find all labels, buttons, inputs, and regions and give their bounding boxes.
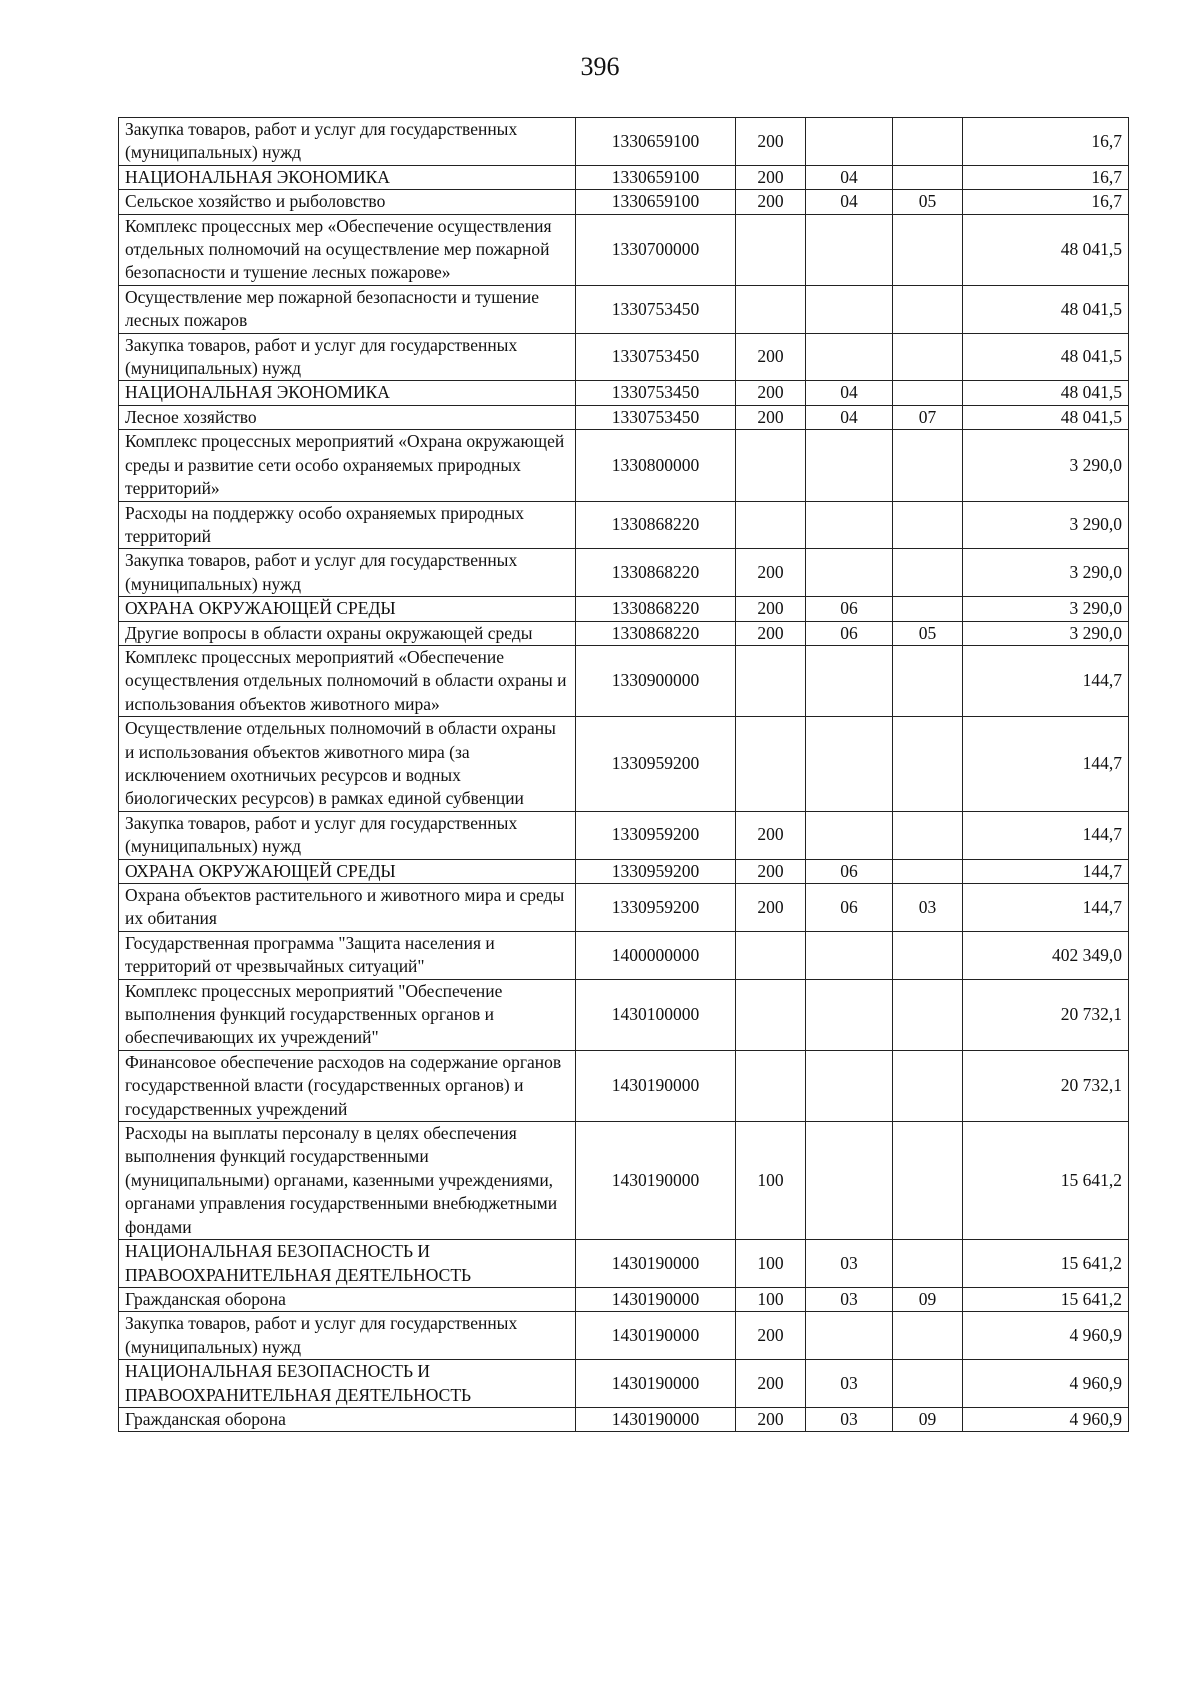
- amount-cell: 48 041,5: [963, 405, 1129, 429]
- target-code-cell: 1330959200: [576, 717, 736, 812]
- expense-type-cell: 200: [736, 597, 806, 621]
- subsection-cell: [893, 859, 963, 883]
- subsection-cell: [893, 811, 963, 859]
- section-cell: [806, 931, 893, 979]
- expense-type-cell: [736, 979, 806, 1050]
- row-name-cell: Гражданская оборона: [119, 1407, 576, 1431]
- subsection-cell: [893, 597, 963, 621]
- target-code-cell: 1400000000: [576, 931, 736, 979]
- target-code-cell: 1330868220: [576, 597, 736, 621]
- amount-cell: 48 041,5: [963, 214, 1129, 285]
- table-row: [119, 1240, 1129, 1288]
- expense-type-cell: 200: [736, 381, 806, 405]
- row-name-cell: Осуществление отдельных полномочий в области охраны и использования объектов животного мира (за исключением охотничьих ресурсов и водных биологических ресурсов) в рамках единой субвенции: [119, 717, 576, 812]
- amount-cell: 15 641,2: [963, 1287, 1129, 1311]
- table-row: [119, 165, 1129, 189]
- amount-cell: 144,7: [963, 717, 1129, 812]
- expense-type-cell: [736, 214, 806, 285]
- target-code-cell: 1330659100: [576, 165, 736, 189]
- subsection-cell: [893, 381, 963, 405]
- row-name-cell: Гражданская оборона: [119, 1287, 576, 1311]
- table-row: [119, 811, 1129, 859]
- amount-cell: 3 290,0: [963, 501, 1129, 549]
- expense-type-cell: [736, 931, 806, 979]
- section-cell: [806, 501, 893, 549]
- row-name-cell: НАЦИОНАЛЬНАЯ ЭКОНОМИКА: [119, 165, 576, 189]
- target-code-cell: 1330753450: [576, 381, 736, 405]
- row-name-cell: Осуществление мер пожарной безопасности и тушение лесных пожаров: [119, 285, 576, 333]
- table-row: [119, 597, 1129, 621]
- section-cell: 06: [806, 597, 893, 621]
- section-cell: 03: [806, 1240, 893, 1288]
- amount-cell: 48 041,5: [963, 333, 1129, 381]
- section-cell: 06: [806, 621, 893, 645]
- subsection-cell: [893, 165, 963, 189]
- target-code-cell: 1330753450: [576, 285, 736, 333]
- subsection-cell: [893, 1312, 963, 1360]
- amount-cell: 4 960,9: [963, 1407, 1129, 1431]
- table-row: [119, 214, 1129, 285]
- subsection-cell: [893, 1360, 963, 1408]
- section-cell: 06: [806, 859, 893, 883]
- row-name-cell: Закупка товаров, работ и услуг для государственных (муниципальных) нужд: [119, 549, 576, 597]
- expense-type-cell: 200: [736, 165, 806, 189]
- section-cell: 04: [806, 381, 893, 405]
- section-cell: [806, 1122, 893, 1240]
- row-name-cell: ОХРАНА ОКРУЖАЮЩЕЙ СРЕДЫ: [119, 597, 576, 621]
- target-code-cell: 1330868220: [576, 549, 736, 597]
- row-name-cell: Лесное хозяйство: [119, 405, 576, 429]
- amount-cell: 3 290,0: [963, 549, 1129, 597]
- row-name-cell: Финансовое обеспечение расходов на содержание органов государственной власти (государственных органов) и государственных учреждений: [119, 1050, 576, 1121]
- expense-type-cell: 200: [736, 405, 806, 429]
- table-row: [119, 1407, 1129, 1431]
- subsection-cell: [893, 1240, 963, 1288]
- target-code-cell: 1330959200: [576, 859, 736, 883]
- target-code-cell: 1330753450: [576, 405, 736, 429]
- section-cell: [806, 285, 893, 333]
- subsection-cell: [893, 931, 963, 979]
- subsection-cell: [893, 285, 963, 333]
- amount-cell: 48 041,5: [963, 285, 1129, 333]
- amount-cell: 4 960,9: [963, 1312, 1129, 1360]
- target-code-cell: 1330900000: [576, 645, 736, 716]
- amount-cell: 3 290,0: [963, 621, 1129, 645]
- table-row: [119, 884, 1129, 932]
- page-number: 396: [580, 52, 620, 81]
- section-cell: 03: [806, 1287, 893, 1311]
- table-row: [119, 979, 1129, 1050]
- expense-type-cell: [736, 1050, 806, 1121]
- target-code-cell: 1430190000: [576, 1312, 736, 1360]
- row-name-cell: Охрана объектов растительного и животного мира и среды их обитания: [119, 884, 576, 932]
- amount-cell: 20 732,1: [963, 979, 1129, 1050]
- subsection-cell: [893, 979, 963, 1050]
- subsection-cell: 07: [893, 405, 963, 429]
- row-name-cell: Комплекс процессных мероприятий «Обеспечение осуществления отдельных полномочий в области охраны и использования объектов животного мира»: [119, 645, 576, 716]
- amount-cell: 144,7: [963, 811, 1129, 859]
- table-row: [119, 645, 1129, 716]
- table-row: [119, 333, 1129, 381]
- section-cell: [806, 1050, 893, 1121]
- row-name-cell: Закупка товаров, работ и услуг для государственных (муниципальных) нужд: [119, 118, 576, 166]
- amount-cell: 48 041,5: [963, 381, 1129, 405]
- expense-type-cell: [736, 645, 806, 716]
- table-row: [119, 501, 1129, 549]
- target-code-cell: 1430190000: [576, 1407, 736, 1431]
- row-name-cell: Комплекс процессных мер «Обеспечение осуществления отдельных полномочий на осуществление мер пожарной безопасности и тушение лесных пожарове»: [119, 214, 576, 285]
- section-cell: [806, 333, 893, 381]
- table-row: [119, 1050, 1129, 1121]
- subsection-cell: [893, 717, 963, 812]
- expense-type-cell: [736, 430, 806, 501]
- target-code-cell: 1330800000: [576, 430, 736, 501]
- section-cell: [806, 1312, 893, 1360]
- table-row: [119, 931, 1129, 979]
- expense-type-cell: 200: [736, 333, 806, 381]
- subsection-cell: [893, 645, 963, 716]
- table-row: [119, 717, 1129, 812]
- subsection-cell: [893, 214, 963, 285]
- row-name-cell: Комплекс процессных мероприятий «Охрана окружающей среды и развитие сети особо охраняемых природных территорий»: [119, 430, 576, 501]
- target-code-cell: 1430190000: [576, 1240, 736, 1288]
- subsection-cell: [893, 1122, 963, 1240]
- row-name-cell: Расходы на выплаты персоналу в целях обеспечения выполнения функций государственными (муниципальными) органами, казенными учреждениями, органами управления государственными внебюджетными фондами: [119, 1122, 576, 1240]
- target-code-cell: 1430190000: [576, 1122, 736, 1240]
- target-code-cell: 1430100000: [576, 979, 736, 1050]
- target-code-cell: 1430190000: [576, 1360, 736, 1408]
- target-code-cell: 1330868220: [576, 621, 736, 645]
- row-name-cell: Комплекс процессных мероприятий "Обеспечение выполнения функций государственных органов и обеспечивающих их учреждений": [119, 979, 576, 1050]
- subsection-cell: [893, 333, 963, 381]
- section-cell: 03: [806, 1360, 893, 1408]
- amount-cell: 16,7: [963, 118, 1129, 166]
- section-cell: 04: [806, 190, 893, 214]
- section-cell: 03: [806, 1407, 893, 1431]
- table-row: [119, 1360, 1129, 1408]
- expense-type-cell: 200: [736, 190, 806, 214]
- target-code-cell: 1430190000: [576, 1050, 736, 1121]
- table-row: [119, 859, 1129, 883]
- section-cell: [806, 979, 893, 1050]
- row-name-cell: Государственная программа "Защита населения и территорий от чрезвычайных ситуаций": [119, 931, 576, 979]
- subsection-cell: 09: [893, 1287, 963, 1311]
- section-cell: [806, 430, 893, 501]
- section-cell: 06: [806, 884, 893, 932]
- budget-table: [118, 117, 1129, 1432]
- amount-cell: 20 732,1: [963, 1050, 1129, 1121]
- expense-type-cell: 100: [736, 1240, 806, 1288]
- target-code-cell: 1330700000: [576, 214, 736, 285]
- target-code-cell: 1330659100: [576, 118, 736, 166]
- subsection-cell: 09: [893, 1407, 963, 1431]
- expense-type-cell: 200: [736, 859, 806, 883]
- row-name-cell: ОХРАНА ОКРУЖАЮЩЕЙ СРЕДЫ: [119, 859, 576, 883]
- target-code-cell: 1330868220: [576, 501, 736, 549]
- section-cell: [806, 645, 893, 716]
- section-cell: [806, 549, 893, 597]
- target-code-cell: 1430190000: [576, 1287, 736, 1311]
- amount-cell: 3 290,0: [963, 430, 1129, 501]
- amount-cell: 16,7: [963, 190, 1129, 214]
- table-row: [119, 381, 1129, 405]
- amount-cell: 15 641,2: [963, 1122, 1129, 1240]
- expense-type-cell: [736, 501, 806, 549]
- amount-cell: 15 641,2: [963, 1240, 1129, 1288]
- subsection-cell: [893, 501, 963, 549]
- expense-type-cell: 200: [736, 1407, 806, 1431]
- subsection-cell: [893, 549, 963, 597]
- row-name-cell: НАЦИОНАЛЬНАЯ БЕЗОПАСНОСТЬ И ПРАВООХРАНИТЕЛЬНАЯ ДЕЯТЕЛЬНОСТЬ: [119, 1240, 576, 1288]
- subsection-cell: [893, 118, 963, 166]
- table-row: [119, 1287, 1129, 1311]
- row-name-cell: Закупка товаров, работ и услуг для государственных (муниципальных) нужд: [119, 333, 576, 381]
- row-name-cell: Другие вопросы в области охраны окружающей среды: [119, 621, 576, 645]
- amount-cell: 402 349,0: [963, 931, 1129, 979]
- expense-type-cell: [736, 285, 806, 333]
- table-row: [119, 405, 1129, 429]
- table-row: [119, 190, 1129, 214]
- subsection-cell: 05: [893, 190, 963, 214]
- expense-type-cell: 200: [736, 811, 806, 859]
- subsection-cell: [893, 1050, 963, 1121]
- section-cell: 04: [806, 405, 893, 429]
- row-name-cell: Расходы на поддержку особо охраняемых природных территорий: [119, 501, 576, 549]
- section-cell: [806, 214, 893, 285]
- row-name-cell: НАЦИОНАЛЬНАЯ ЭКОНОМИКА: [119, 381, 576, 405]
- budget-table-body: [119, 118, 1129, 1432]
- expense-type-cell: 200: [736, 884, 806, 932]
- expense-type-cell: 200: [736, 621, 806, 645]
- table-row: [119, 621, 1129, 645]
- section-cell: [806, 717, 893, 812]
- expense-type-cell: 200: [736, 1360, 806, 1408]
- subsection-cell: [893, 430, 963, 501]
- table-row: [119, 549, 1129, 597]
- expense-type-cell: 100: [736, 1122, 806, 1240]
- target-code-cell: 1330659100: [576, 190, 736, 214]
- row-name-cell: Закупка товаров, работ и услуг для государственных (муниципальных) нужд: [119, 811, 576, 859]
- subsection-cell: 05: [893, 621, 963, 645]
- amount-cell: 144,7: [963, 645, 1129, 716]
- table-row: [119, 430, 1129, 501]
- subsection-cell: 03: [893, 884, 963, 932]
- expense-type-cell: [736, 717, 806, 812]
- row-name-cell: Сельское хозяйство и рыболовство: [119, 190, 576, 214]
- table-row: [119, 118, 1129, 166]
- section-cell: [806, 811, 893, 859]
- expense-type-cell: 200: [736, 118, 806, 166]
- section-cell: 04: [806, 165, 893, 189]
- row-name-cell: Закупка товаров, работ и услуг для государственных (муниципальных) нужд: [119, 1312, 576, 1360]
- amount-cell: 16,7: [963, 165, 1129, 189]
- row-name-cell: НАЦИОНАЛЬНАЯ БЕЗОПАСНОСТЬ И ПРАВООХРАНИТЕЛЬНАЯ ДЕЯТЕЛЬНОСТЬ: [119, 1360, 576, 1408]
- amount-cell: 144,7: [963, 859, 1129, 883]
- expense-type-cell: 100: [736, 1287, 806, 1311]
- section-cell: [806, 118, 893, 166]
- expense-type-cell: 200: [736, 549, 806, 597]
- amount-cell: 3 290,0: [963, 597, 1129, 621]
- target-code-cell: 1330959200: [576, 884, 736, 932]
- amount-cell: 144,7: [963, 884, 1129, 932]
- expense-type-cell: 200: [736, 1312, 806, 1360]
- target-code-cell: 1330753450: [576, 333, 736, 381]
- table-row: [119, 1312, 1129, 1360]
- table-row: [119, 1122, 1129, 1240]
- amount-cell: 4 960,9: [963, 1360, 1129, 1408]
- target-code-cell: 1330959200: [576, 811, 736, 859]
- table-row: [119, 285, 1129, 333]
